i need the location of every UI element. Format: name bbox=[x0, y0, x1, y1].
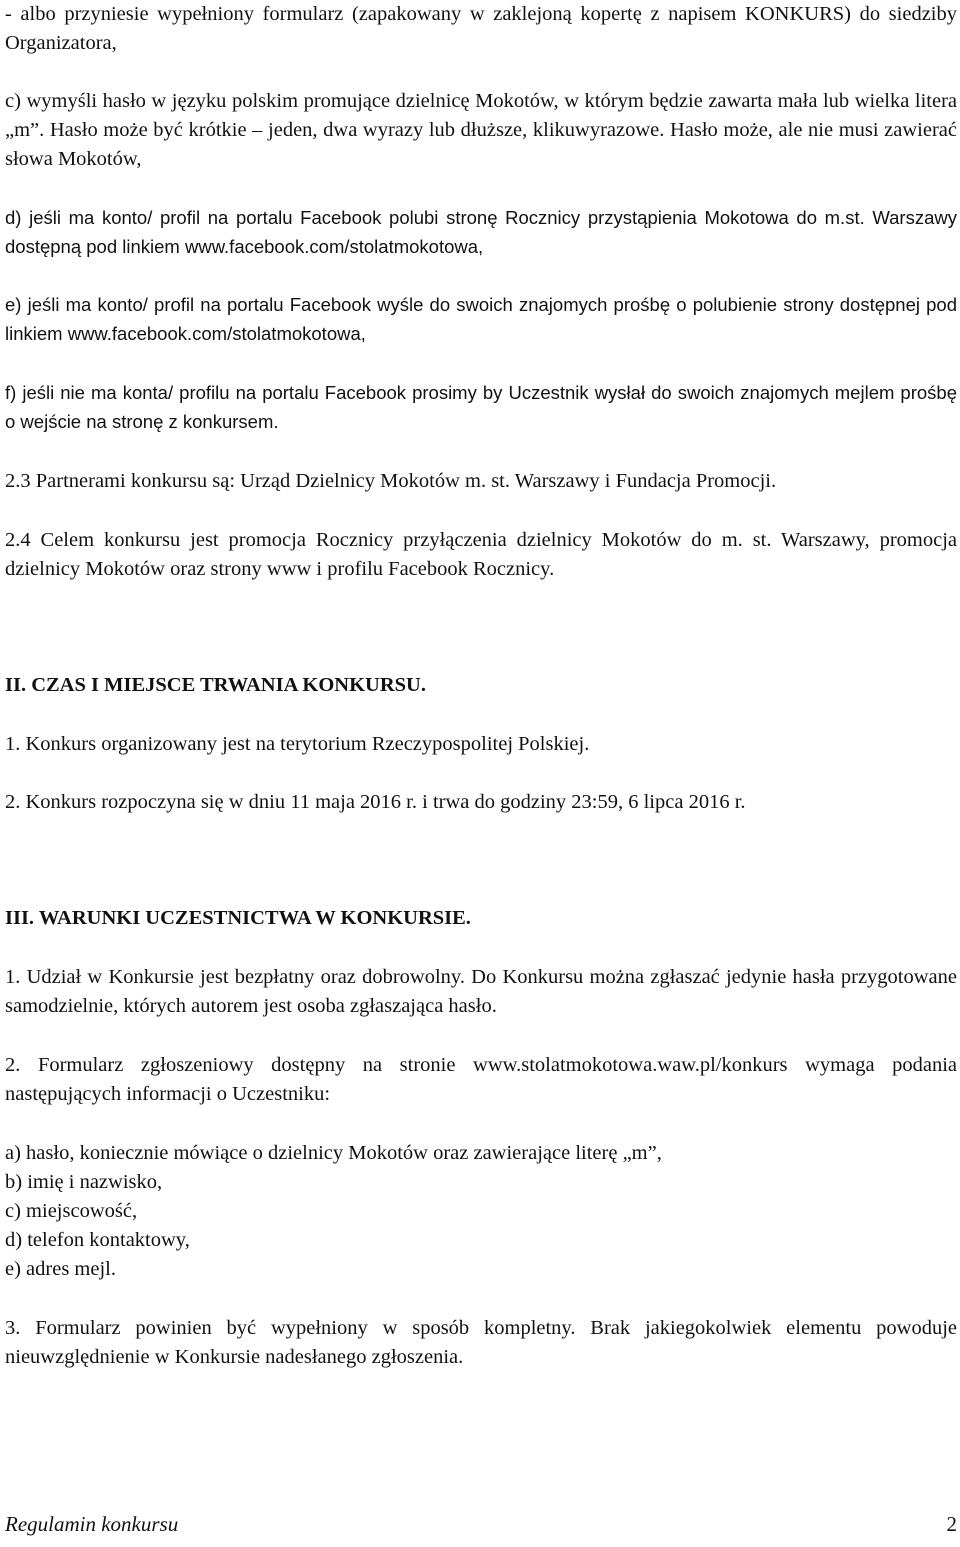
paragraph-dash-item: - albo przyniesie wypełniony formularz (zapakowany w zaklejoną kopertę z napisem KONKURS) do siedziby Organizatora, bbox=[5, 3, 957, 54]
paragraph-c-tail: Hasło może, ale nie musi zawierać słowa Mokotów, bbox=[5, 119, 957, 170]
paragraph-f: f) jeśli nie ma konta/ profilu na portalu Facebook prosimy by Uczestnik wysłał do swoich znajomych mejlem prośbę o wejście na stronę z konkursem. bbox=[5, 382, 957, 432]
section-2-heading: II. CZAS I MIEJSCE TRWANIA KONKURSU. bbox=[5, 674, 426, 696]
paragraph-d: d) jeśli ma konto/ profil na portalu Facebook polubi stronę Rocznicy przystąpienia Mokotowa do m.st. Warszawy dostępną pod linkiem www.facebook.com/stolatmokotowa, bbox=[5, 207, 957, 257]
section-2-item-2: 2. Konkurs rozpoczyna się w dniu 11 maja 2016 r. i trwa do godziny 23:59, 6 lipca 2016 r. bbox=[5, 791, 746, 813]
list-item: b) imię i nazwisko, bbox=[5, 1171, 163, 1193]
document-page bbox=[5, 0, 957, 1547]
paragraph-e: e) jeśli ma konto/ profil na portalu Facebook wyśle do swoich znajomych prośbę o polubienie strony dostępnej pod linkiem www.facebook.com/stolatmokotowa, bbox=[5, 294, 957, 344]
footer-title: Regulamin konkursu bbox=[5, 1512, 179, 1536]
section-2-item-1: 1. Konkurs organizowany jest na terytorium Rzeczypospolitej Polskiej. bbox=[5, 733, 590, 755]
section-3-item-2: 2. Formularz zgłoszeniowy dostępny na stronie www.stolatmokotowa.waw.pl/konkurs wymaga podania następujących informacji o Uczestniku: bbox=[5, 1054, 957, 1105]
page-number: 2 bbox=[946, 1512, 957, 1536]
list-item: e) adres mejl. bbox=[5, 1258, 116, 1280]
participant-info-list bbox=[5, 1139, 957, 1284]
paragraph-c-main: c) wymyśli hasło w języku polskim promujące dzielnicę Mokotów, w którym będzie zawarta mała lub wielka litera „m”. Hasło może być krótkie – jeden, dwa wyrazy lub dłuższe, klikuwyrazowe. bbox=[5, 90, 957, 141]
section-3-item-3: 3. Formularz powinien być wypełniony w sposób kompletny. Brak jakiegokolwiek elementu powoduje nieuwzględnienie w Konkursie nadesłanego zgłoszenia. bbox=[5, 1317, 957, 1368]
list-item: a) hasło, koniecznie mówiące o dzielnicy Mokotów oraz zawierające literę „m”, bbox=[5, 1142, 662, 1164]
paragraph-c bbox=[5, 87, 957, 174]
list-item: c) miejscowość, bbox=[5, 1200, 138, 1222]
section-3-item-1: 1. Udział w Konkursie jest bezpłatny oraz dobrowolny. Do Konkursu można zgłaszać jedynie hasła przygotowane samodzielnie, których autorem jest osoba zgłaszająca hasło. bbox=[5, 966, 957, 1017]
paragraph-2-3: 2.3 Partnerami konkursu są: Urząd Dzielnicy Mokotów m. st. Warszawy i Fundacja Promocji. bbox=[5, 470, 777, 492]
paragraph-2-4: 2.4 Celem konkursu jest promocja Rocznicy przyłączenia dzielnicy Mokotów do m. st. Warszawy, promocja dzielnicy Mokotów oraz strony www i profilu Facebook Rocznicy. bbox=[5, 529, 957, 580]
list-item: d) telefon kontaktowy, bbox=[5, 1229, 190, 1251]
section-3-heading: III. WARUNKI UCZESTNICTWA W KONKURSIE. bbox=[5, 907, 471, 929]
